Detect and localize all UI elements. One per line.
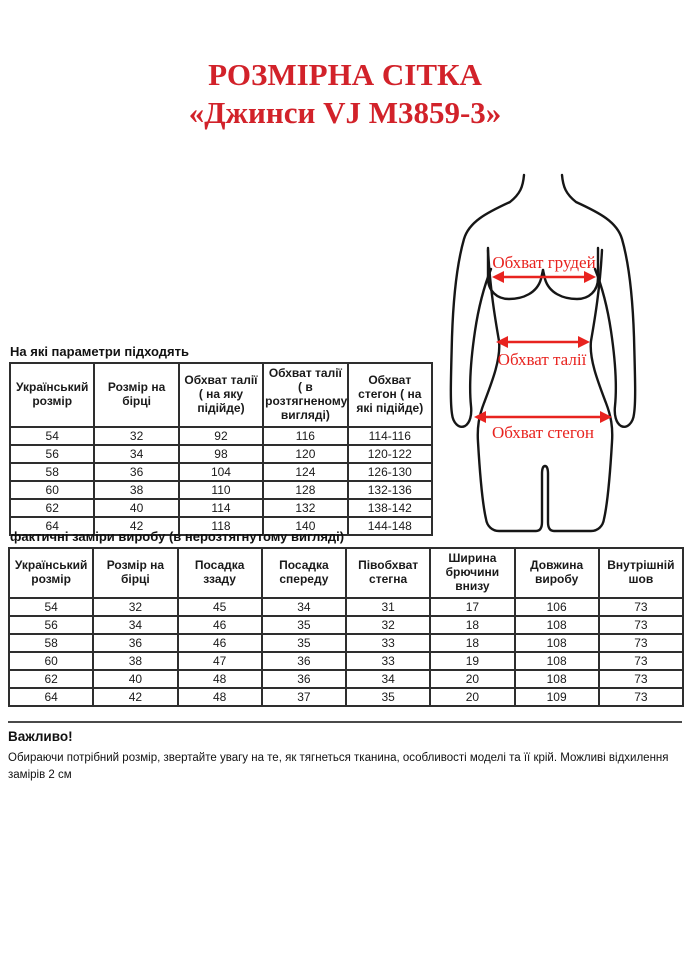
table-cell: 32 xyxy=(346,616,430,634)
table-cell: 34 xyxy=(94,445,178,463)
table-cell: 54 xyxy=(10,427,94,445)
table-cell: 36 xyxy=(94,463,178,481)
hips-label: Обхват стегон xyxy=(491,423,595,442)
table-cell: 31 xyxy=(346,598,430,616)
table-cell: 42 xyxy=(93,688,177,706)
table-cell: 73 xyxy=(599,616,683,634)
table-cell: 73 xyxy=(599,652,683,670)
page-title-line1: РОЗМІРНА СІТКА xyxy=(208,57,482,92)
table-cell: 140 xyxy=(263,517,347,535)
column-header: Посадка ззаду xyxy=(178,548,262,598)
table-cell: 54 xyxy=(9,598,93,616)
column-header: Внутрішній шов xyxy=(599,548,683,598)
table-cell: 47 xyxy=(178,652,262,670)
table-cell: 58 xyxy=(9,634,93,652)
table-cell: 19 xyxy=(430,652,514,670)
table-cell: 108 xyxy=(515,652,599,670)
table-cell: 36 xyxy=(93,634,177,652)
table-cell: 56 xyxy=(9,616,93,634)
table-cell: 42 xyxy=(94,517,178,535)
waist-label: Обхват талії xyxy=(497,350,587,369)
table-cell: 106 xyxy=(515,598,599,616)
table-cell: 73 xyxy=(599,670,683,688)
table-cell: 114-116 xyxy=(348,427,432,445)
table-cell: 34 xyxy=(93,616,177,634)
column-header: Довжина виробу xyxy=(515,548,599,598)
table-cell: 73 xyxy=(599,634,683,652)
table-cell: 18 xyxy=(430,616,514,634)
table-cell: 120-122 xyxy=(348,445,432,463)
table-cell: 104 xyxy=(179,463,263,481)
fit-table-caption: На які параметри підходять xyxy=(10,344,189,359)
table-cell: 92 xyxy=(179,427,263,445)
table-cell: 36 xyxy=(262,652,346,670)
table-cell: 120 xyxy=(263,445,347,463)
note-heading: Важливо! xyxy=(8,729,73,744)
table-row xyxy=(10,499,432,517)
column-header: Посадка спереду xyxy=(262,548,346,598)
note-text: Обираючи потрібний розмір, звертайте увагу на те, як тягнеться тканина, особливості моделі та її крій. Можливі відхилення замірів 2 см xyxy=(8,752,669,781)
table-cell: 144-148 xyxy=(348,517,432,535)
table-cell: 116 xyxy=(263,427,347,445)
table-cell: 33 xyxy=(346,652,430,670)
table-cell: 98 xyxy=(179,445,263,463)
table-cell: 32 xyxy=(93,598,177,616)
product-table-caption: фактичні заміри виробу (в нерозтягнутому вигляді) xyxy=(10,529,345,544)
table-cell: 56 xyxy=(10,445,94,463)
table-cell: 40 xyxy=(94,499,178,517)
table-cell: 58 xyxy=(10,463,94,481)
table-cell: 34 xyxy=(262,598,346,616)
table-cell: 108 xyxy=(515,616,599,634)
table-cell: 32 xyxy=(94,427,178,445)
table-cell: 34 xyxy=(346,670,430,688)
table-cell: 37 xyxy=(262,688,346,706)
table-cell: 124 xyxy=(263,463,347,481)
product-measurements-table xyxy=(8,547,684,707)
column-header: Обхват стегон ( на які підійде) xyxy=(348,363,432,427)
table-cell: 40 xyxy=(93,670,177,688)
left-arm-outline xyxy=(451,175,524,427)
female-body-diagram xyxy=(440,160,690,550)
table-cell: 108 xyxy=(515,634,599,652)
table-cell: 46 xyxy=(178,616,262,634)
column-header: Ширина брючини внизу xyxy=(430,548,514,598)
table-cell: 114 xyxy=(179,499,263,517)
right-arm-outline xyxy=(562,175,635,427)
fit-parameters-table xyxy=(9,362,433,536)
table-cell: 38 xyxy=(94,481,178,499)
table-row xyxy=(9,688,683,706)
column-header: Обхват талії ( в розтягненому вигляді) xyxy=(263,363,347,427)
table-cell: 118 xyxy=(179,517,263,535)
table-cell: 62 xyxy=(10,499,94,517)
table-row xyxy=(9,652,683,670)
table-cell: 46 xyxy=(178,634,262,652)
table-cell: 35 xyxy=(262,616,346,634)
fit-table-body xyxy=(10,427,432,535)
product-table-head xyxy=(9,548,683,598)
table-cell: 45 xyxy=(178,598,262,616)
table-cell: 73 xyxy=(599,688,683,706)
hips-measure-arrow xyxy=(474,411,612,423)
table-cell: 126-130 xyxy=(348,463,432,481)
table-cell: 73 xyxy=(599,598,683,616)
waist-measure-arrow xyxy=(496,336,590,348)
table-row xyxy=(10,463,432,481)
table-cell: 17 xyxy=(430,598,514,616)
table-cell: 128 xyxy=(263,481,347,499)
table-cell: 60 xyxy=(10,481,94,499)
table-row xyxy=(10,427,432,445)
table-row xyxy=(9,670,683,688)
column-header: Український розмір xyxy=(9,548,93,598)
table-cell: 62 xyxy=(9,670,93,688)
table-cell: 48 xyxy=(178,688,262,706)
table-cell: 64 xyxy=(9,688,93,706)
table-row xyxy=(9,616,683,634)
important-note xyxy=(8,721,682,783)
column-header: Розмір на бірці xyxy=(93,548,177,598)
table-cell: 138-142 xyxy=(348,499,432,517)
fit-table-header-row xyxy=(10,363,432,427)
table-cell: 132 xyxy=(263,499,347,517)
fit-table-head xyxy=(10,363,432,427)
column-header: Обхват талії ( на яку підійде) xyxy=(179,363,263,427)
column-header: Півобхват стегна xyxy=(346,548,430,598)
table-cell: 108 xyxy=(515,670,599,688)
table-row xyxy=(9,598,683,616)
measurement-diagram xyxy=(440,160,690,550)
table-cell: 109 xyxy=(515,688,599,706)
table-cell: 18 xyxy=(430,634,514,652)
table-row xyxy=(10,445,432,463)
table-row xyxy=(10,481,432,499)
chest-label: Обхват грудей xyxy=(492,253,596,272)
column-header: Розмір на бірці xyxy=(94,363,178,427)
table-cell: 110 xyxy=(179,481,263,499)
table-cell: 35 xyxy=(262,634,346,652)
table-cell: 132-136 xyxy=(348,481,432,499)
table-cell: 20 xyxy=(430,688,514,706)
table-row xyxy=(9,634,683,652)
table-cell: 20 xyxy=(430,670,514,688)
page-title-line2: «Джинси VJ M3859-3» xyxy=(188,94,502,130)
table-cell: 35 xyxy=(346,688,430,706)
column-header: Український розмір xyxy=(10,363,94,427)
table-cell: 38 xyxy=(93,652,177,670)
table-cell: 60 xyxy=(9,652,93,670)
table-cell: 33 xyxy=(346,634,430,652)
product-table-header-row xyxy=(9,548,683,598)
table-cell: 36 xyxy=(262,670,346,688)
table-cell: 64 xyxy=(10,517,94,535)
table-cell: 48 xyxy=(178,670,262,688)
page-title xyxy=(0,56,690,132)
product-table-body xyxy=(9,598,683,706)
